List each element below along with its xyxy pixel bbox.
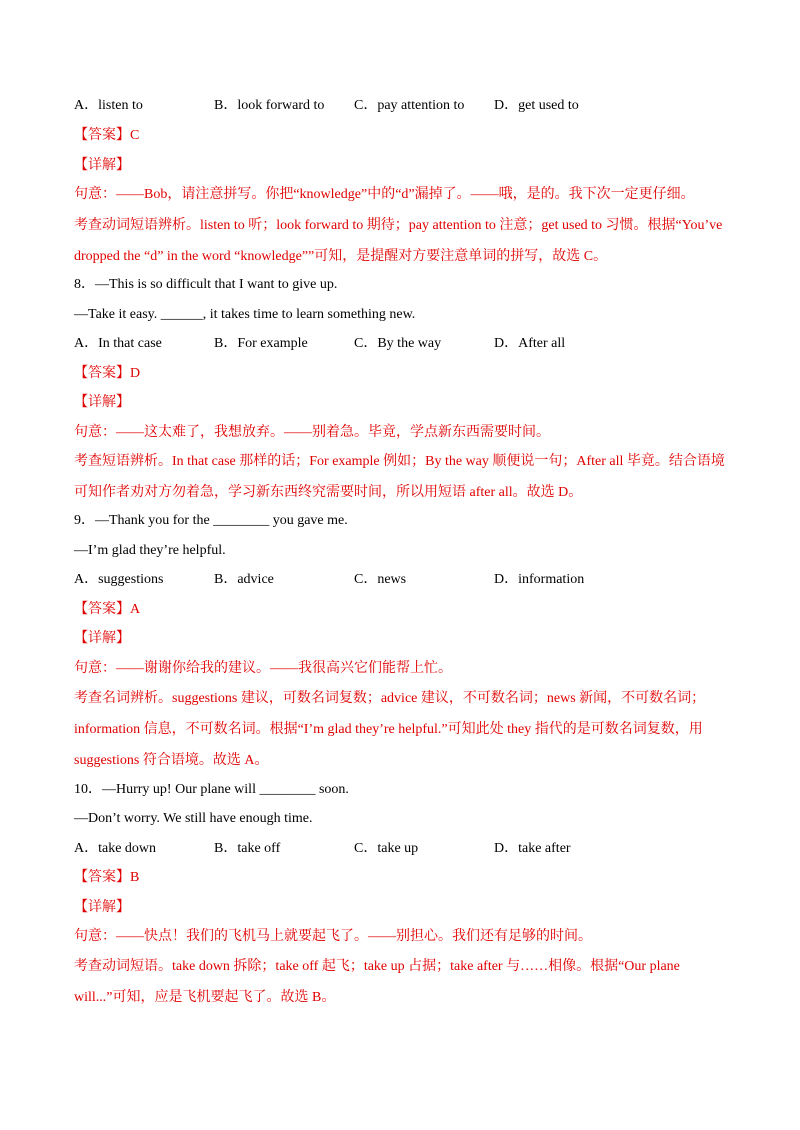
q8-option-b: B．For example [214,336,308,351]
q9-option-c: C．news [354,572,407,587]
q8-stem-line1: 8．—This is so difficult that I want to give up. [74,277,338,292]
q10-answer: 【答案】B [74,870,140,885]
q7-option-a: A．listen to [74,98,143,113]
q10-options [74,839,734,859]
q10-meaning: 句意：——快点！我们的飞机马上就要起飞了。——别担心。我们还有足够的时间。 [74,929,592,944]
q8-options [74,334,734,354]
q9-analysis: 考查名词辨析。suggestions 建议，可数名词复数；advice 建议，不可数名词；news 新闻，不可数名词；information 信息，不可数名词。根据“I’m glad they’re helpful.”可知此处 they 指代的是可数名词复数，用 suggestions 符合语境。故选 A。 [74,691,706,768]
q8-meaning: 句意：——这太难了，我想放弃。——别着急。毕竟，学点新东西需要时间。 [74,425,550,440]
q7-meaning: 句意：——Bob，请注意拼写。你把“knowledge”中的“d”漏掉了。——哦，是的。我下次一定更仔细。 [74,187,695,202]
q9-option-a: A．suggestions [74,572,164,587]
q9-stem-line1: 9．—Thank you for the ________ you gave me. [74,513,348,528]
q10-option-a: A．take down [74,841,157,856]
q9-meaning: 句意：——谢谢你给我的建议。——我很高兴它们能帮上忙。 [74,661,452,676]
q10-stem-line1: 10．—Hurry up! Our plane will ________ soon. [74,782,349,797]
q8-option-a: A．In that case [74,336,162,351]
q9-answer: 【答案】A [74,602,141,617]
q9-option-b: B．advice [214,572,274,587]
q9-stem-line2: —I’m glad they’re helpful. [74,543,226,558]
q10-option-d: D．take after [494,841,571,856]
q10-stem-line2: —Don’t worry. We still have enough time. [74,811,313,826]
q8-stem-line2: —Take it easy. ______, it takes time to learn something new. [74,307,416,322]
q10-option-b: B．take off [214,841,281,856]
q10-analysis: 考查动词短语。take down 拆除；take off 起飞；take up 占据；take after 与……相像。根据“Our plane will...”可知，应是飞机要起飞了。故选 B。 [74,959,680,1005]
q7-option-d: D．get used to [494,98,579,113]
q7-answer: 【答案】C [74,128,140,143]
q10-detail-label: 【详解】 [74,900,130,915]
q8-answer: 【答案】D [74,366,141,381]
q8-option-c: C．By the way [354,336,442,351]
q10-option-c: C．take up [354,841,419,856]
q7-options [74,96,734,116]
q9-options [74,570,734,590]
q7-analysis: 考查动词短语辨析。listen to 听；look forward to 期待；pay attention to 注意；get used to 习惯。根据“You’ve dropped the “d” in the word “knowledge””可知，是提醒对方要注意单词的拼写，故选 C。 [74,218,723,264]
q8-detail-label: 【详解】 [74,395,130,410]
q9-option-d: D．information [494,572,585,587]
q8-option-d: D．After all [494,336,566,351]
q9-detail-label: 【详解】 [74,631,130,646]
q7-option-c: C．pay attention to [354,98,465,113]
q7-detail-label: 【详解】 [74,158,130,173]
q7-option-b: B．look forward to [214,98,325,113]
q8-analysis: 考查短语辨析。In that case 那样的话；For example 例如；By the way 顺便说一句；After all 毕竟。结合语境可知作者劝对方勿着急，学习新东西终究需要时间，所以用短语 after all。故选 D。 [74,454,725,500]
